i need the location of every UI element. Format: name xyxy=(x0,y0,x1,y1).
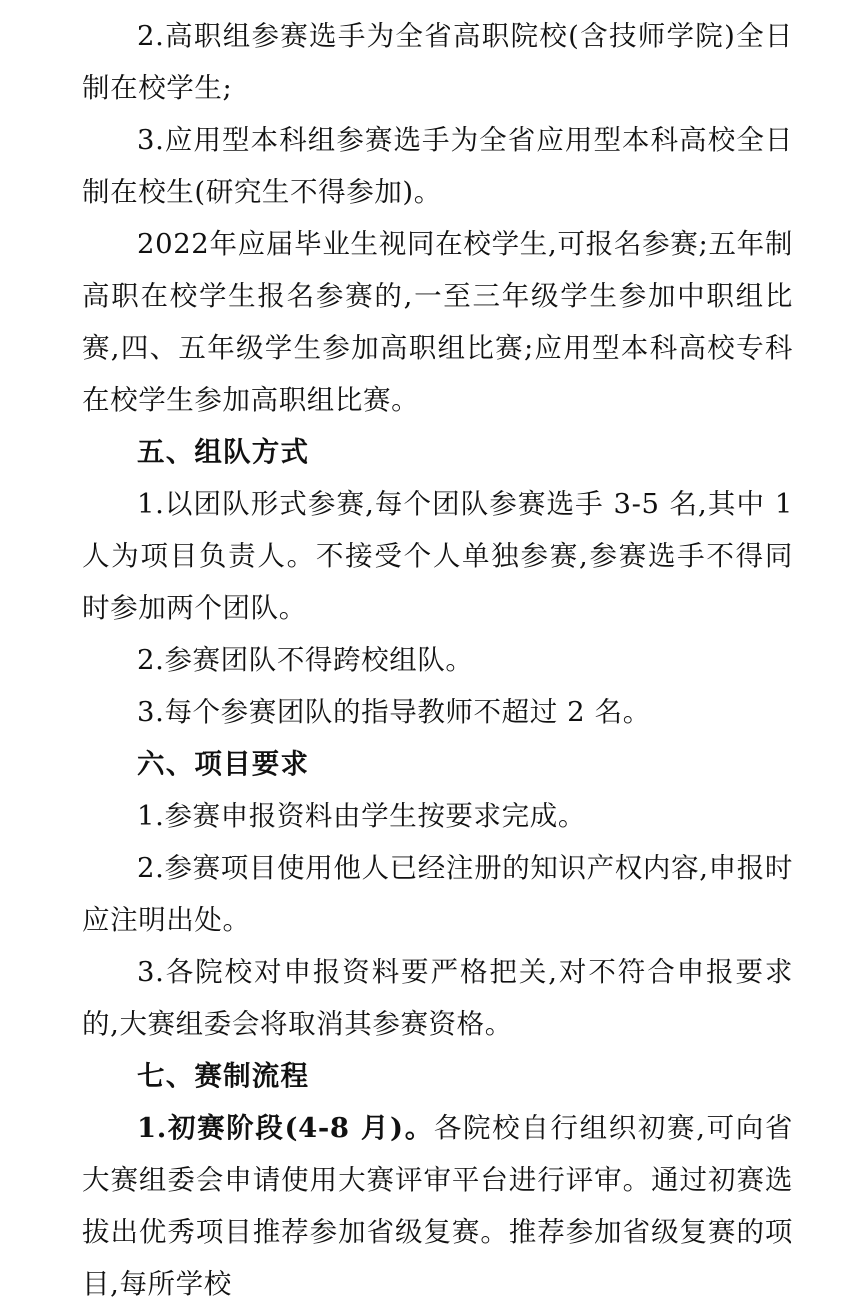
paragraph-project-1: 1.参赛申报资料由学生按要求完成。 xyxy=(137,800,586,832)
paragraph-stage-1 xyxy=(82,1102,793,1310)
paragraph-project-3: 3.各院校对申报资料要严格把关,对不符合申报要求的,大赛组委会将取消其参赛资格。 xyxy=(82,956,793,1040)
paragraph-team-2: 2.参赛团队不得跨校组队。 xyxy=(137,644,474,676)
paragraph-team-1: 1.以团队形式参赛,每个团队参赛选手 3-5 名,其中 1 人为项目负责人。不接受个人单独参赛,参赛选手不得同时参加两个团队。 xyxy=(82,488,793,624)
paragraph-team-3: 3.每个参赛团队的指导教师不超过 2 名。 xyxy=(137,696,651,728)
paragraph-graduates: 2022年应届毕业生视同在校学生,可报名参赛;五年制高职在校学生报名参赛的,一至三年级学生参加中职组比赛,四、五年级学生参加高职组比赛;应用型本科高校专科在校学生参加高职组比赛。 xyxy=(82,228,793,416)
paragraph-project-2: 2.参赛项目使用他人已经注册的知识产权内容,申报时应注明出处。 xyxy=(82,852,793,936)
section-heading-seven: 七、赛制流程 xyxy=(137,1060,310,1092)
paragraph-stage-1-lead: 1.初赛阶段(4-8 月)。 xyxy=(137,1112,434,1144)
document-body xyxy=(82,10,793,1310)
paragraph-stage-1-text: 各院校自行组织初赛,可向省大赛组委会申请使用大赛评审平台进行评审。通过初赛选拔出优秀项目推荐参加省级复赛。推荐参加省级复赛的项目,每所学校 xyxy=(82,1112,793,1300)
paragraph-rule-3: 3.应用型本科组参赛选手为全省应用型本科高校全日制在校生(研究生不得参加)。 xyxy=(82,124,793,208)
section-heading-five: 五、组队方式 xyxy=(137,436,310,468)
paragraph-rule-2: 2.高职组参赛选手为全省高职院校(含技师学院)全日制在校学生; xyxy=(82,20,793,104)
section-heading-six: 六、项目要求 xyxy=(137,748,310,780)
